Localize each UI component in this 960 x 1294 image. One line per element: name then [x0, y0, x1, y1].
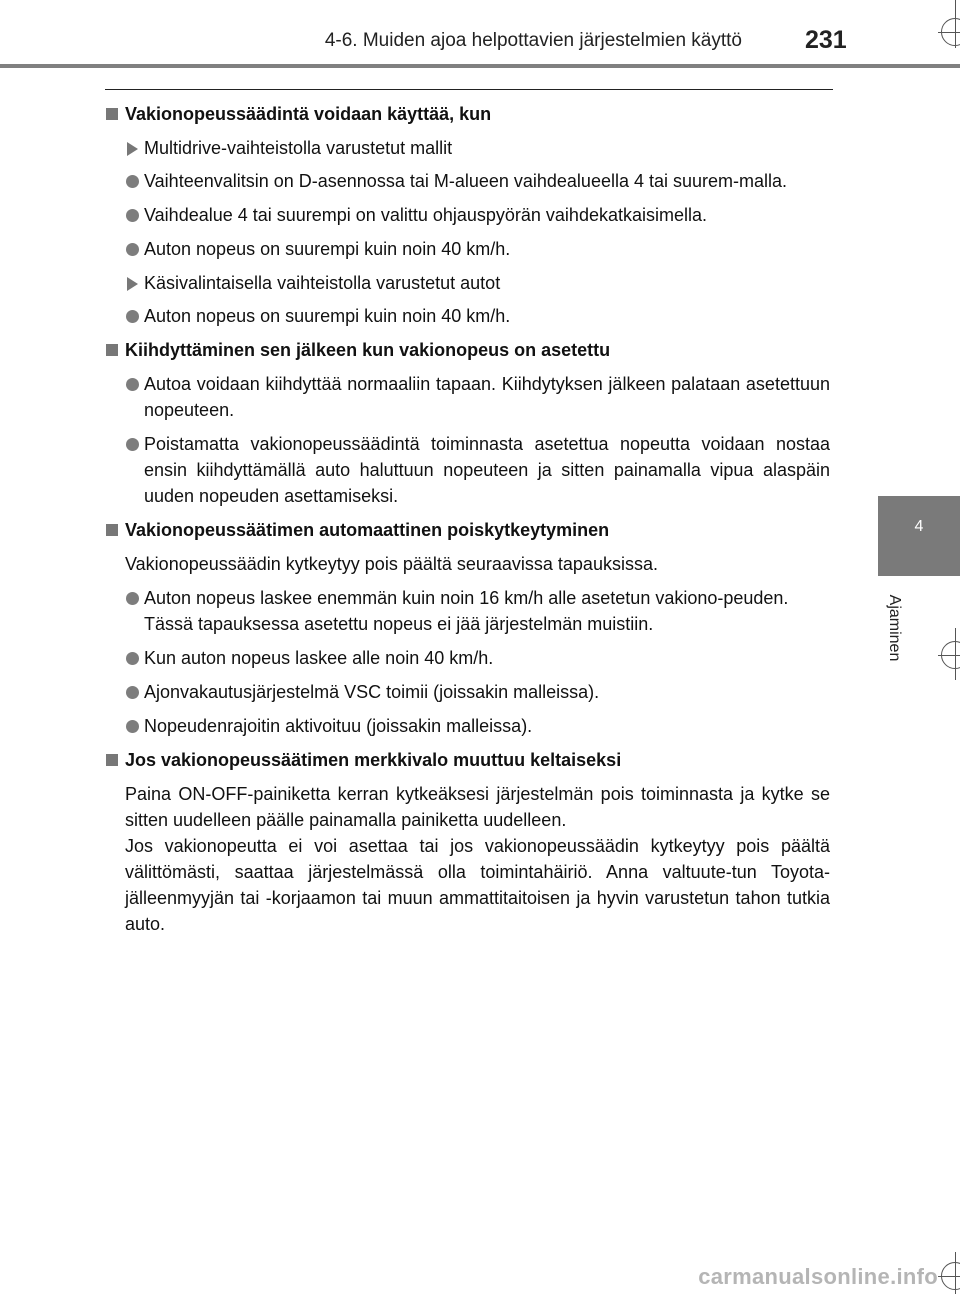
list-item-text: Vaihdealue 4 tai suurempi on valittu ohjauspyörän vaihdekatkaisimella.	[144, 205, 708, 225]
chapter-label-text: Ajaminen	[886, 594, 903, 662]
chapter-tab-number: 4	[914, 518, 924, 535]
square-bullet-icon	[106, 754, 118, 766]
list-item-text: Auton nopeus laskee enemmän kuin noin 16 km/h alle asetetun vakiono-peuden.	[144, 588, 789, 608]
circle-bullet-icon	[126, 209, 139, 222]
circle-bullet-icon	[126, 592, 139, 605]
crop-mark-bottom-circle	[941, 1262, 960, 1290]
paragraph: Jos vakionopeutta ei voi asettaa tai jos vakionopeussäädin kytkeytyy pois päältä välittömästi, saattaa järjestelmässä olla toimintahäiriö. Anna valtuute-tun Toyota-jälleenmyyjän tai -korjaamon tai muun ammattitaitoisen ja hyvin varustetun tahon tutkia auto.	[125, 836, 830, 934]
crop-mark-mid-circle	[941, 641, 960, 669]
circle-bullet-icon	[126, 175, 139, 188]
header-bar	[0, 64, 960, 68]
list-item	[106, 303, 830, 329]
section-heading	[106, 747, 830, 773]
list-item	[106, 371, 830, 423]
subheading-text: Käsivalintaisella vaihteistolla varustetut autot	[144, 273, 501, 293]
list-item	[106, 679, 830, 705]
top-rule	[105, 89, 833, 90]
square-bullet-icon	[106, 344, 118, 356]
subheading	[106, 135, 830, 161]
list-item-text: Poistamatta vakionopeussäädintä toiminnasta asetettua nopeutta voidaan nostaa ensin kiihdyttämällä auto haluttuun nopeuteen ja sitten painamalla vipua alaspäin uuden nopeuden asettamiseksi.	[144, 434, 830, 506]
section-heading	[106, 101, 830, 127]
list-item	[106, 645, 830, 671]
watermark[interactable]: carmanualsonline.info	[698, 1264, 938, 1289]
subheading	[106, 270, 830, 296]
list-item	[106, 585, 830, 637]
list-item-text: Autoa voidaan kiihdyttää normaaliin tapaan. Kiihdytyksen jälkeen palataan asetettuun nopeuteen.	[144, 374, 830, 420]
circle-bullet-icon	[126, 720, 139, 733]
list-item-text: Kun auton nopeus laskee alle noin 40 km/h.	[144, 648, 494, 668]
subheading-text: Multidrive-vaihteistolla varustetut mallit	[144, 138, 453, 158]
list-item	[106, 202, 830, 228]
list-item	[106, 168, 830, 194]
paragraph: Vakionopeussäädin kytkeytyy pois päältä seuraavissa tapauksissa.	[125, 554, 658, 574]
triangle-bullet-icon	[127, 277, 138, 291]
crop-mark-top-circle	[941, 18, 960, 46]
square-bullet-icon	[106, 524, 118, 536]
list-item-note: Tässä tapauksessa asetettu nopeus ei jää järjestelmän muistiin.	[144, 614, 654, 634]
list-item-text: Nopeudenrajoitin aktivoituu (joissakin malleissa).	[144, 716, 533, 736]
list-item	[106, 713, 830, 739]
circle-bullet-icon	[126, 310, 139, 323]
section-heading	[106, 337, 830, 363]
circle-bullet-icon	[126, 652, 139, 665]
circle-bullet-icon	[126, 686, 139, 699]
section-heading-text: Jos vakionopeussäätimen merkkivalo muuttuu keltaiseksi	[125, 750, 622, 770]
page-number: 231	[805, 26, 847, 54]
section-heading-text: Kiihdyttäminen sen jälkeen kun vakionopeus on asetettu	[125, 340, 611, 360]
list-item	[106, 236, 830, 262]
circle-bullet-icon	[126, 378, 139, 391]
chapter-label	[878, 583, 910, 673]
circle-bullet-icon	[126, 438, 139, 451]
triangle-bullet-icon	[127, 142, 138, 156]
circle-bullet-icon	[126, 243, 139, 256]
page-content	[106, 101, 830, 945]
chapter-tab	[878, 496, 960, 576]
running-header: 4-6. Muiden ajoa helpottavien järjestelmien käyttö	[324, 30, 742, 51]
paragraph: Paina ON-OFF-painiketta kerran kytkeäksesi järjestelmän pois toiminnasta ja kytke se sitten uudelleen päälle painamalla painiketta uudelleen.	[125, 784, 830, 830]
section-heading-text: Vakionopeussäätimen automaattinen poiskytkeytyminen	[125, 520, 610, 540]
list-item-text: Vaihteenvalitsin on D-asennossa tai M-alueen vaihdealueella 4 tai suurem-malla.	[144, 171, 788, 191]
list-item-text: Ajonvakautusjärjestelmä VSC toimii (joissakin malleissa).	[144, 682, 600, 702]
section-heading	[106, 517, 830, 543]
list-item-text: Auton nopeus on suurempi kuin noin 40 km/h.	[144, 239, 511, 259]
square-bullet-icon	[106, 108, 118, 120]
list-item	[106, 431, 830, 509]
list-item-text: Auton nopeus on suurempi kuin noin 40 km/h.	[144, 306, 511, 326]
section-heading-text: Vakionopeussäädintä voidaan käyttää, kun	[125, 104, 492, 124]
